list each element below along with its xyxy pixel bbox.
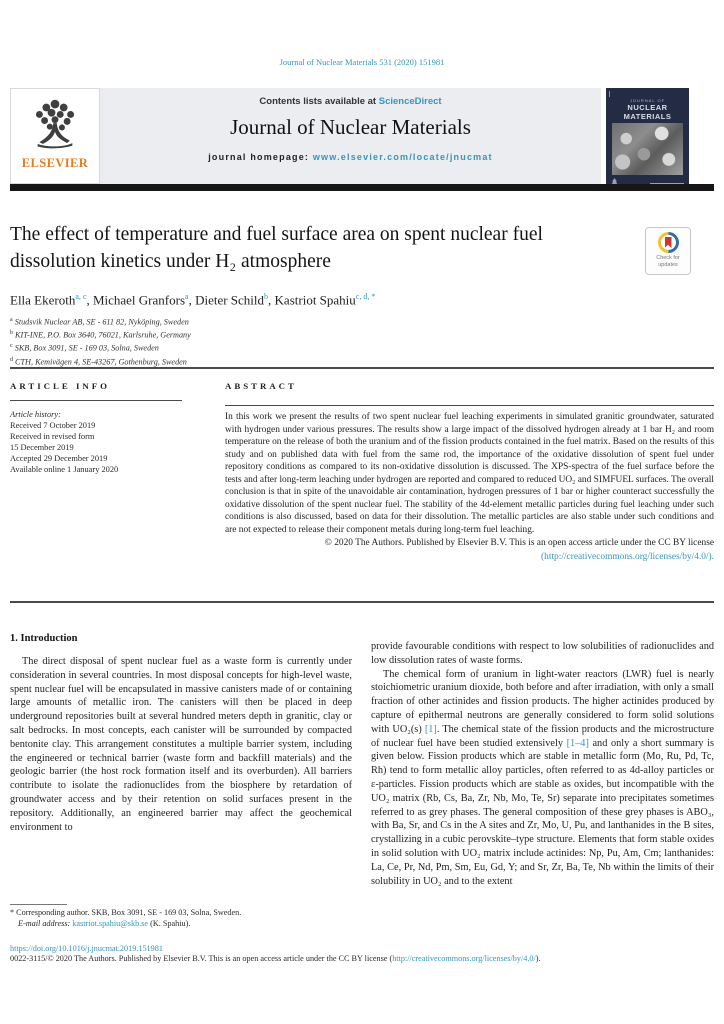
abstract-rule [225, 405, 714, 406]
author-name: Kastriot Spahiu [274, 292, 356, 308]
homepage-line [100, 152, 601, 162]
sciencedirect-link[interactable]: ScienceDirect [378, 96, 442, 107]
affiliation-text: Studsvik Nuclear AB, SE - 611 82, Nyköping, Sweden [12, 317, 189, 327]
affiliation-sup: a [10, 317, 13, 323]
authors-line: Ella Ekeroth$^{a, c}$, Michael Granfors$^a$, Dieter Schild$^b$, Kastriot Spahiu$^{c, d, *}$ [10, 292, 376, 308]
intro-paragraph-left: The direct disposal of spent nuclear fuel as a waste form is currently under consideration in several countries. In most disposal concepts for high-level waste, spent nuclear fuel will be encapsulated in massive canisters made of or containing large amounts of metallic iron. The canisters will then be placed in deep underground repositories built at several hundred meters depth in granitic, clay or salt bedrocks. In most concepts, each canister will be surrounded by compacted bentonite clay. This arrangement constitutes a multiple barrier system, including the engineered or technical barrier (waste form and backfill materials) and the geologic barrier (the host rock formation itself and its overburden). All barriers contribute to isolate the radionuclides from the biosphere by retardation of groundwater access and by their retention on solid surfaces present in the repository. Additionally, an engineered barrier may affect the geochemical environment to [10, 656, 352, 833]
top-citation-link[interactable]: Journal of Nuclear Materials 531 (2020) 151981 [279, 57, 445, 67]
intro-right-column [371, 640, 714, 888]
homepage-link[interactable]: www.elsevier.com/locate/jnucmat [312, 152, 493, 162]
email-label: E-mail address: [18, 918, 73, 928]
footnote [10, 908, 352, 929]
masthead-center [100, 88, 601, 184]
section-rule [10, 367, 714, 369]
history-item: 15 December 2019 [10, 443, 74, 452]
article-info-rule [10, 400, 182, 401]
badge-label: Check for updates [656, 255, 680, 268]
affiliation-sup: c [10, 343, 13, 350]
homepage-prefix: journal homepage: [208, 152, 313, 162]
check-updates-badge[interactable] [645, 227, 691, 275]
cover-journal-name: NUCLEAR MATERIALS [623, 103, 672, 121]
body-text-segment: . The chemical state of the fission products and the microstructure of nuclear fuel have been studied extensively [371, 723, 714, 749]
author-sup[interactable]: c, d, * [355, 292, 376, 301]
author-sup[interactable]: b [264, 292, 269, 301]
affiliation-sup: d [10, 356, 13, 363]
article-history-label: Article history: [10, 410, 61, 419]
reference-link[interactable]: [1] [424, 723, 437, 735]
intro-paragraph-right-2 [371, 668, 714, 889]
author-name: Ella Ekeroth [10, 292, 76, 308]
issn-prefix: 0022-3115/© 2020 The Authors. Published by Elsevier B.V. This is an open access article under the CC BY license ( [10, 954, 393, 963]
section-rule [10, 601, 714, 603]
masthead-divider-bar [10, 184, 714, 191]
elsevier-tree-icon [29, 93, 81, 155]
affiliation-sup: b [10, 330, 13, 337]
footnote-email-line [10, 919, 352, 930]
reference-link[interactable]: [1–4] [566, 737, 589, 749]
author-sup[interactable]: a, c [75, 292, 87, 301]
journal-title: Journal of Nuclear Materials [230, 115, 471, 139]
footer-license-link[interactable]: http://creativecommons.org/licenses/by/4.0/ [392, 954, 536, 963]
history-item: Accepted 29 December 2019 [10, 454, 108, 463]
doi-link[interactable]: https://doi.org/10.1016/j.jnucmat.2019.151981 [10, 944, 163, 953]
elsevier-logo [10, 88, 100, 184]
body-text-segment: and only a short summary is given below. Fission products which are stable in metallic form (Mo, Ru, Pd, Tc, Rh) tend to form metallic alloy particles, often referred to as 4d-alloy particles or ε-particles. Fission products which are stable as oxides, but incompatible with the UO₂ matrix (Rb, Cs, Ba, Zr, Nb, Mo, Te, Sr) separate into precipitates sometimes referred to as grey phases. The general composition of these grey phases is ABO₃, with Ba, Sr, and Cs in the A sites and Zr, Mo, U, Pu, and lanthanides in the B sites, crystallizing in a cubic perovskite–type structure. Elements that form stable oxides in solid solution with UO₂ matrix include actinides: Np, Pu, Am, Cm; lanthanides: La, Ce, Pr, Nd, Pm, Sm, Eu, Gd, Y; and Sr, Zr, Ba, Te, Nb within the limits of their solubility in UO₂ and to the extent [371, 737, 714, 887]
intro-paragraph-right-1: provide favourable conditions with respect to low solubilities of radionuclides and low dissolution rates of waste forms. [371, 641, 714, 666]
affiliation-text: CTH, Kemivägen 4, SE-43267, Gothenburg, Sweden [13, 357, 187, 367]
issn-suffix: ). [535, 954, 541, 963]
affiliation-line [10, 315, 650, 328]
affiliation-line [10, 355, 650, 368]
article-history [10, 409, 210, 475]
article-info-heading: ARTICLE INFO [10, 381, 110, 391]
email-link[interactable]: kastriot.spahiu@skb.se [72, 918, 149, 928]
journal-cover-thumbnail[interactable] [606, 88, 689, 184]
abstract-heading: ABSTRACT [225, 381, 297, 391]
affiliation-text: KIT-INE, P.O. Box 3640, 76021, Karlsruhe, Germany [13, 330, 191, 340]
email-suffix: (K. Spahiu). [148, 918, 191, 928]
affiliations [10, 315, 650, 368]
history-item: Received 7 October 2019 [10, 421, 96, 430]
issn-line [10, 954, 714, 963]
license-link[interactable]: (http://creativecommons.org/licenses/by/4.0/). [541, 551, 714, 562]
affiliation-line [10, 341, 650, 354]
cover-journal-of: JOURNAL OF [629, 98, 666, 103]
footnote-rule [10, 904, 67, 905]
crossmark-icon [658, 232, 679, 253]
footnote-corresponding: * Corresponding author. SKB, Box 3091, SE - 169 03, Solna, Sweden. [10, 908, 242, 917]
abstract-block [225, 411, 714, 563]
contents-prefix: Contents lists available at [259, 96, 379, 107]
author-name: Dieter Schild [195, 292, 265, 308]
abstract-text: In this work we present the results of two spent nuclear fuel leaching experiments in simulated granitic groundwater, saturated with hydrogen under various pressures. The results show a large impact of the dissolved hydrogen already at 1 bar H₂ and room temperature on the release of both the uranium and of the fission products contained in the fuel matrix. Based on the results of this study and on published data with fuel from the same rod, the importance of the oxidative dissolution of spent fuel under repository conditions as compared to its non-oxidative dissolution is discussed. The XPS-spectra of the fuel surface before the tests and after long-term leaching under hydrogen are reported and compared to reduced UO₂ and SIMFUEL surfaces. The overall conclusion is that in spite of the unavoidable air contamination, hydrogen pressures of 1 bar or higher counteract successfully the oxidative dissolution of the spent nuclear fuel. The stability of the 4d-element metallic particles during fuel leaching under such conditions is also discussed, based on data for their dissolution. The metallic particles are also stable under such conditions and are not expected to release their component metals during long-term fuel leaching. [225, 412, 714, 535]
author-name: Michael Granfors [92, 292, 186, 308]
intro-left-column [10, 633, 352, 834]
intro-heading: 1. Introduction [10, 633, 78, 644]
body-text-segment: The chemical form of uranium in light-water reactors (LWR) fuel is nearly stoichiometric uranium dioxide, both before and after irradiation, with only a small fraction of other actinides and fission products. The higher actinides produced by capture of epithermal neutrons are generally considered to form solid solutions with UO₂(s) [371, 668, 714, 735]
crossmark-bookmark-icon [665, 237, 672, 248]
affiliation-text: SKB, Box 3091, SE - 169 03, Solna, Sweden [12, 344, 159, 354]
article-title: The effect of temperature and fuel surface area on spent nuclear fuel dissolution kinetics under H₂ atmosphere [10, 224, 543, 272]
history-item: Received in revised form [10, 432, 95, 441]
author-sup[interactable]: a [185, 292, 189, 301]
cover-micrograph-image [612, 123, 683, 175]
abstract-copyright: © 2020 The Authors. Published by Elsevier B.V. This is an open access article under the CC BY license [324, 538, 714, 548]
history-item: Available online 1 January 2020 [10, 465, 119, 474]
elsevier-wordmark: ELSEVIER [21, 156, 89, 170]
contents-line [100, 96, 601, 107]
cover-topmark [609, 91, 621, 97]
affiliation-line [10, 328, 650, 341]
